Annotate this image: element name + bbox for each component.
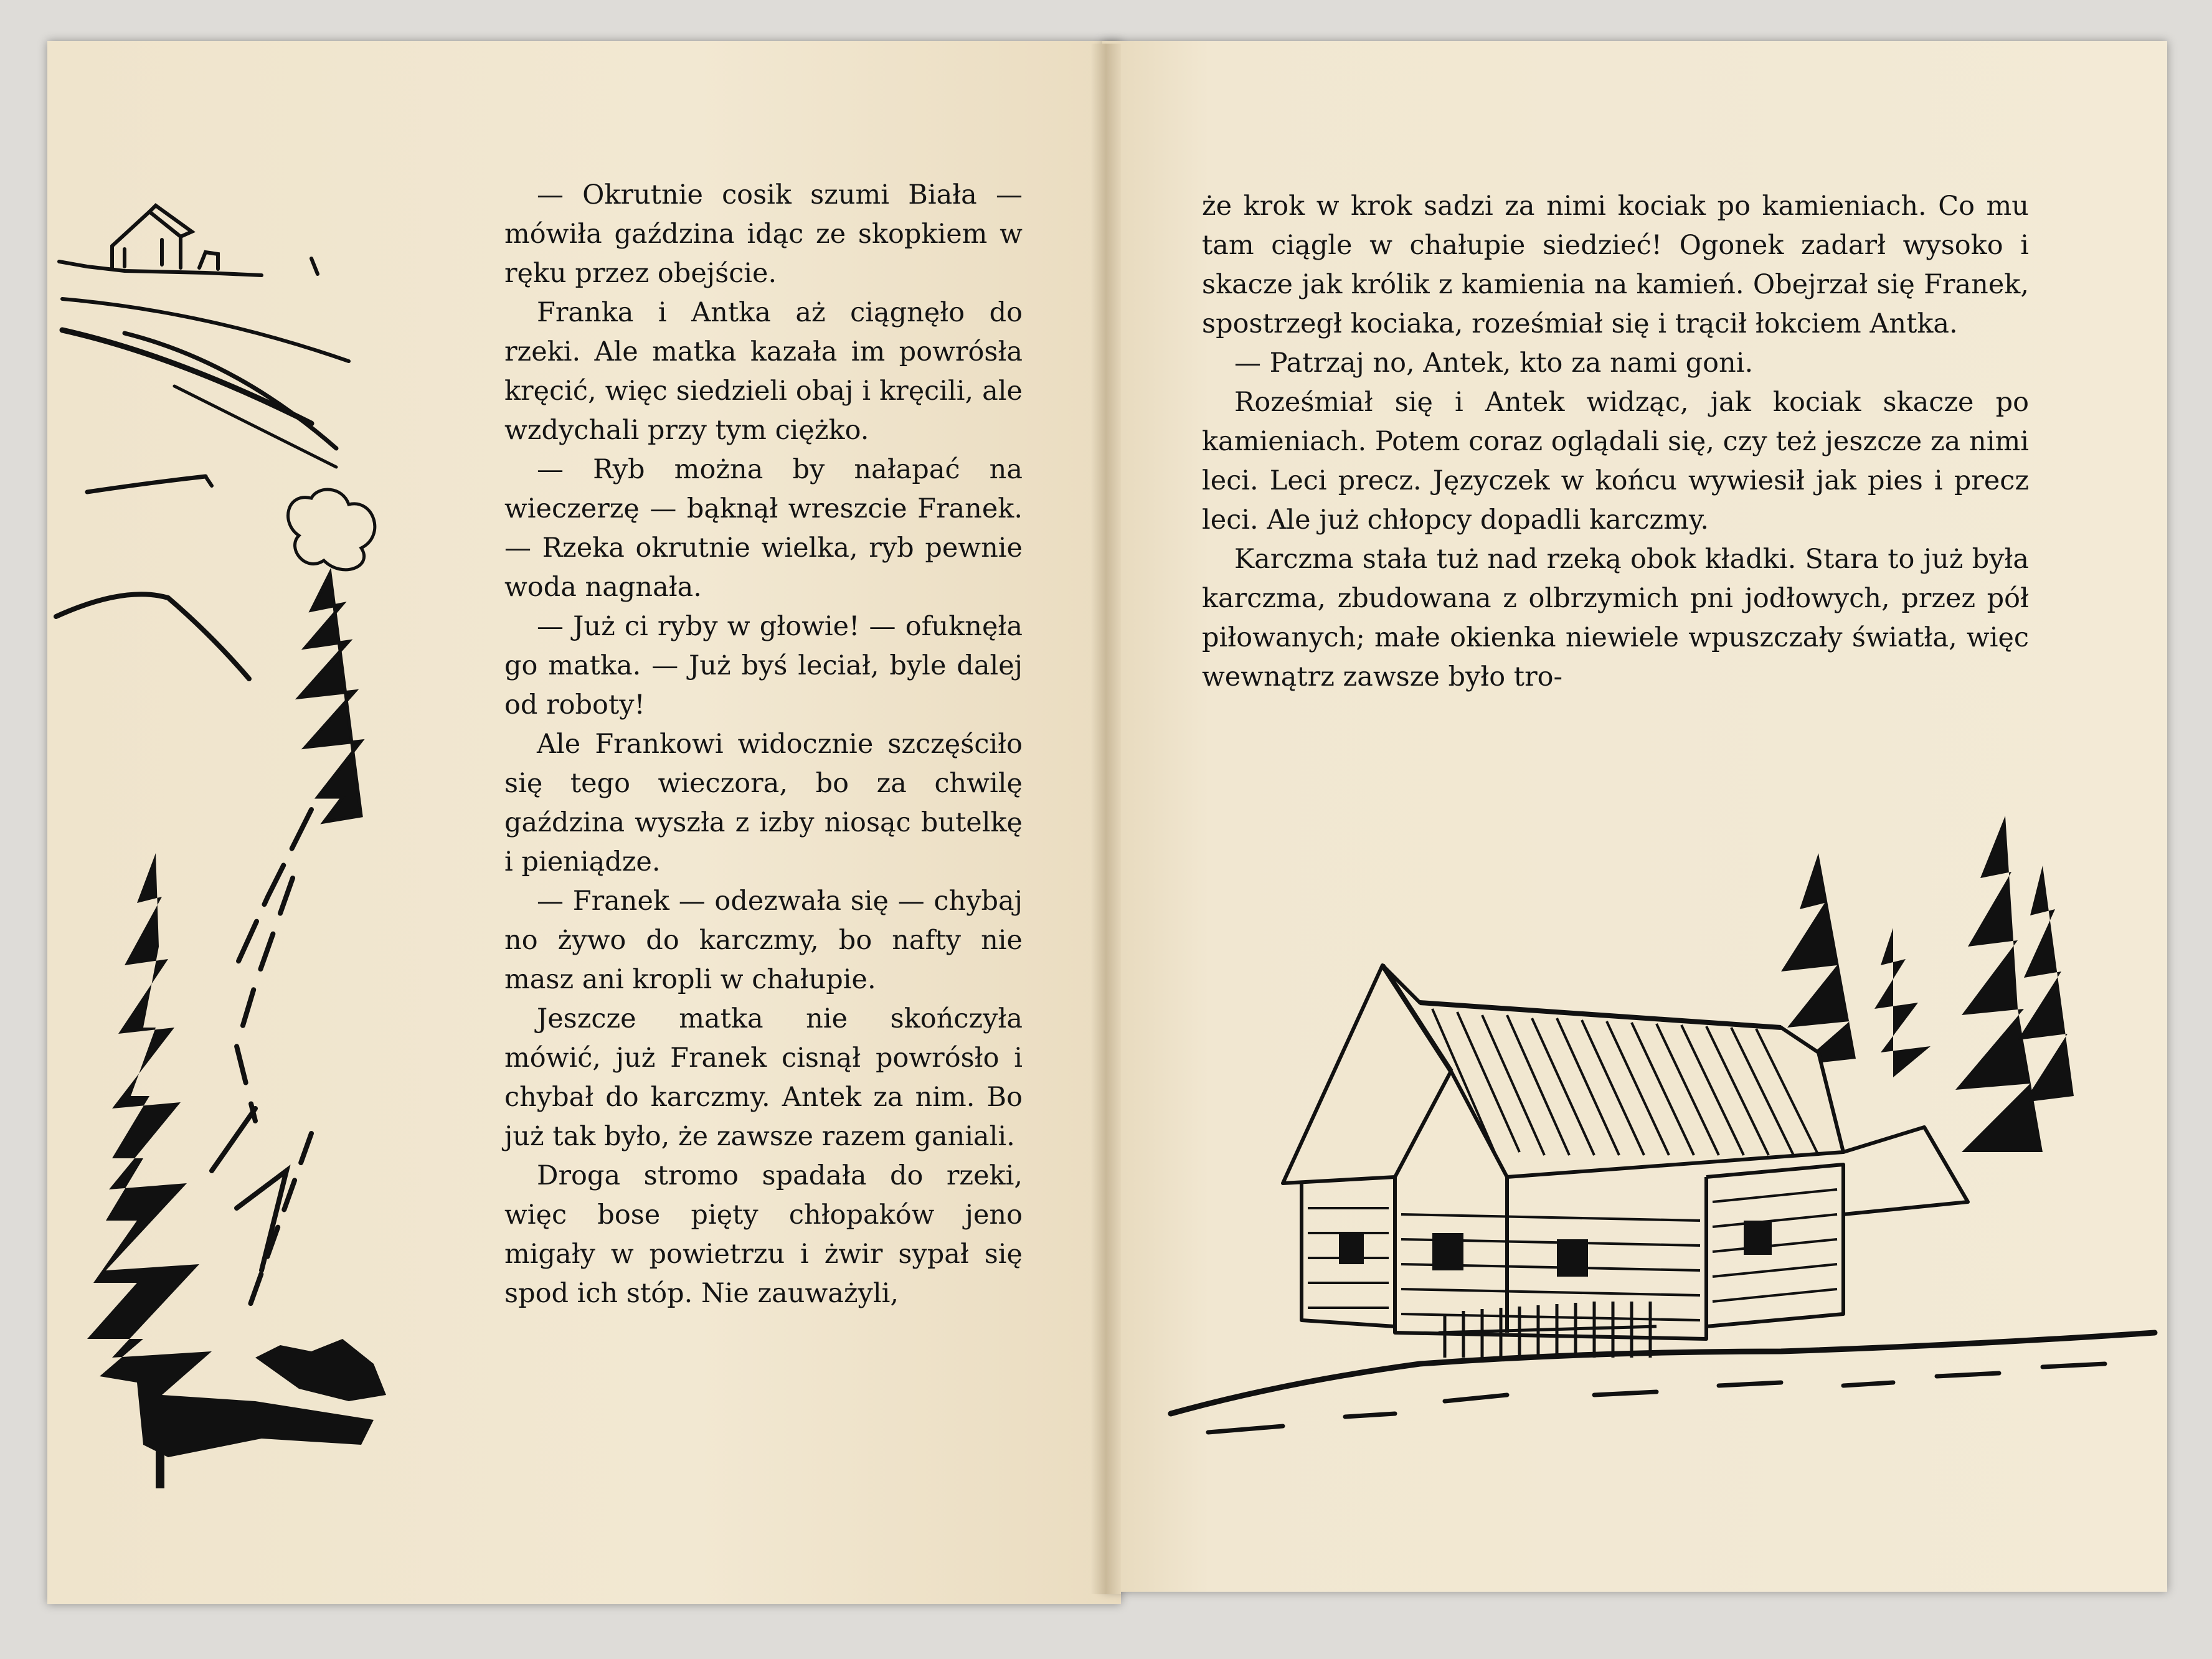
- paragraph: — Ryb można by nałapać na wieczerzę — bąknął wreszcie Franek. — Rzeka okrutnie wielka, ryb pewnie woda nagnała.: [504, 454, 1023, 603]
- spruce-tree-icon: [87, 853, 386, 1488]
- inn-illustration: [1158, 803, 2167, 1463]
- path-lines: [212, 810, 311, 1308]
- paragraph: Jeszcze matka nie skończyła mówić, już Franek cisnął powrósło i chybał do karczmy. Antek za nim. Bo już tak było, że zawsze razem ganiali.: [504, 1003, 1023, 1152]
- paragraph: Roześmiał się i Antek widząc, jak kociak skacze po kamieniach. Potem coraz oglądali się, czy też jeszcze za nimi leci. Leci precz. Języczek w końcu wywiesił jak pies i precz leci. Ale już chłopcy dopadli karczmy.: [1202, 387, 2029, 536]
- spruce-tree-icon: [288, 489, 375, 822]
- paragraph: — Już ci ryby w głowie! — ofuknęła go matka. — Już byś leciał, byle dalej od roboty!: [504, 611, 1023, 721]
- paragraph: Franka i Antka aż ciągnęło do rzeki. Ale matka kazała im powrósła kręcić, więc siedzieli obaj i kręcili, ale wzdychali przy tym ciężko.: [504, 297, 1023, 446]
- right-page-text: [1202, 187, 2029, 697]
- paragraph: Karczma stała tuż nad rzeką obok kładki. Stara to już była karczma, zbudowana z olbrzymich pni jodłowych, przez pół piłowanych; małe okienka niewiele wpuszczały światła, więc wewnątrz zawsze było tro-: [1202, 544, 2029, 692]
- paragraph: Droga stromo spadała do rzeki, więc bose pięty chłopaków jeno migały w powietrzu i żwir sypał się spod ich stóp. Nie zauważyli,: [504, 1160, 1023, 1309]
- hillside-illustration: [50, 199, 436, 1507]
- paragraph: Ale Frankowi widocznie szczęściło się tego wieczora, bo za chwilę gaździna wyszła z izby niosąc butelkę i pieniądze.: [504, 729, 1023, 877]
- book-spine: [1091, 44, 1121, 1594]
- paragraph: — Okrutnie cosik szumi Biała — mówiła gaździna idąc ze skopkiem w ręku przez obejście.: [504, 179, 1023, 289]
- fence: [1439, 1302, 1657, 1358]
- paragraph: — Patrzaj no, Antek, kto za nami goni.: [1234, 347, 1754, 379]
- paragraph: że krok w krok sadzi za nimi kociak po kamieniach. Co mu tam ciągle w chałupie siedzieć! Ogonek zadarł wysoko i skacze jak królik z kamienia na kamień. Obejrzał się Franek, spostrzegł kociaka, roześmiał się i trącił łokciem Antka.: [1202, 191, 2029, 339]
- hut-icon: [56, 206, 349, 679]
- ground-strokes: [1171, 1333, 2155, 1432]
- left-page-text: [504, 176, 1023, 1313]
- paragraph: — Franek — odezwała się — chybaj no żywo do karczmy, bo nafty nie masz ani kropli w chałupie.: [504, 886, 1023, 995]
